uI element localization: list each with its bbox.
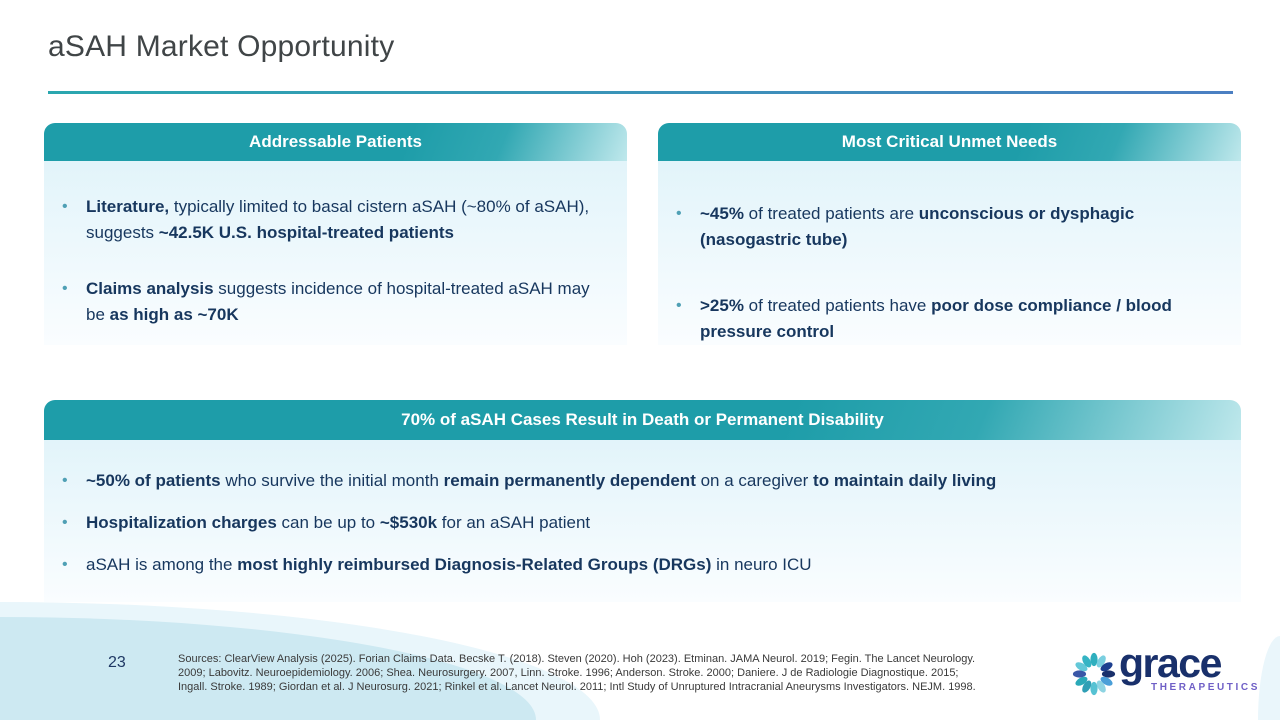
bullet-text: >25% of treated patients have poor dose compliance / blood pressure control — [700, 296, 1172, 341]
logo-text — [1118, 640, 1260, 694]
bullet-dot-icon: • — [62, 198, 68, 215]
card-outcomes — [44, 400, 1241, 602]
bullet-dot-icon: • — [676, 205, 682, 222]
page-title: aSAH Market Opportunity — [48, 30, 395, 63]
card-unmet-header: Most Critical Unmet Needs — [658, 123, 1241, 161]
bullet-text: Literature, typically limited to basal cistern aSAH (~80% of aSAH), suggests ~42.5K U.S. hospital-treated patients — [86, 197, 590, 242]
page-number: 23 — [108, 654, 126, 671]
bullet-dot-icon: • — [62, 514, 68, 531]
sources-line: Ingall. Stroke. 1989; Giordan et al. J Neurosurg. 2021; Rinkel et al. Lancet Neurol. 2011; Intl Study of Unruptured Intracranial Aneurysms Investigators. NEJM. 1998. — [178, 681, 976, 693]
grace-therapeutics-logo — [1070, 640, 1260, 698]
card-addressable-body — [44, 161, 627, 345]
bullet-text: aSAH is among the most highly reimbursed Diagnosis-Related Groups (DRGs) in neuro ICU — [86, 555, 812, 574]
bullet-item — [44, 468, 1241, 494]
bullet-text: Claims analysis suggests incidence of hospital-treated aSAH may be as high as ~70K — [86, 279, 590, 324]
card-addressable-patients — [44, 123, 627, 345]
logo-wordmark: grace — [1119, 640, 1221, 686]
card-outcomes-header: 70% of aSAH Cases Result in Death or Permanent Disability — [44, 400, 1241, 440]
bullet-item — [44, 510, 1241, 536]
bullet-item — [44, 276, 627, 328]
card-addressable-header: Addressable Patients — [44, 123, 627, 161]
title-underline — [48, 91, 1233, 94]
bullet-item — [44, 552, 1241, 578]
bottom-right-curve — [1258, 636, 1280, 720]
card-unmet-needs — [658, 123, 1241, 345]
card-unmet-body — [658, 161, 1241, 345]
bullet-dot-icon: • — [62, 556, 68, 573]
bullet-dot-icon: • — [62, 280, 68, 297]
logo-tagline: THERAPEUTICS — [1151, 682, 1260, 694]
bullet-dot-icon: • — [676, 297, 682, 314]
sources-note — [178, 652, 976, 694]
bullet-item — [658, 293, 1241, 345]
card-outcomes-body — [44, 440, 1241, 602]
bullet-text: ~45% of treated patients are unconscious or dysphagic (nasogastric tube) — [700, 204, 1135, 249]
sources-line: 2009; Labovitz. Neuroepidemiology. 2006; Shea. Neurosurgery. 2007, Linn. Stroke. 1996; Anderson. Stroke. 2000; Daniere. J de Radiologie Diagnostique. 2015; — [178, 667, 959, 679]
starburst-logo-icon — [1070, 650, 1118, 698]
bullet-dot-icon: • — [62, 472, 68, 489]
bullet-text: ~50% of patients who survive the initial month remain permanently dependent on a caregiver to maintain daily living — [86, 471, 997, 490]
bullet-item — [658, 201, 1241, 253]
bullet-item — [44, 194, 627, 246]
bullet-text: Hospitalization charges can be up to ~$530k for an aSAH patient — [86, 513, 591, 532]
sources-line: Sources: ClearView Analysis (2025). Forian Claims Data. Becske T. (2018). Steven (2020). Hoh (2023). Etminan. JAMA Neurol. 2019; Fegin. The Lancet Neurology. — [178, 653, 976, 665]
